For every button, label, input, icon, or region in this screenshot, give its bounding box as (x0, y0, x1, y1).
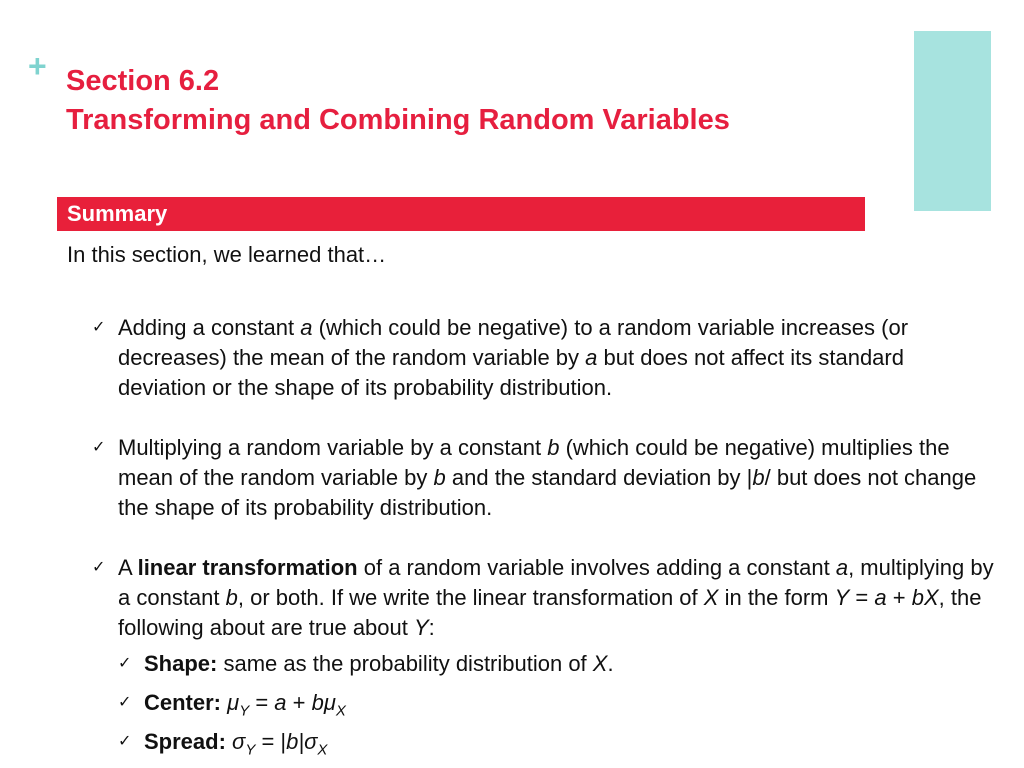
intro-text: In this section, we learned that… (67, 242, 387, 267)
slide-title (66, 62, 730, 140)
summary-label: Summary (67, 201, 168, 226)
sub-bullet-label: Spread: (144, 729, 226, 754)
text-segment: + (286, 690, 312, 715)
checkmark-icon: ✓ (118, 733, 132, 750)
checkmark-icon: ✓ (118, 694, 132, 711)
math-symbol: bμ (311, 690, 336, 715)
bullet-multiply-constant (92, 433, 997, 523)
math-variable: b (433, 465, 446, 490)
math-subscript: Y (239, 702, 250, 720)
math-subscript: X (335, 702, 346, 720)
text-segment: (which could be negative) multiplies the mean of the random variable by (118, 435, 950, 490)
text-segment: = (849, 585, 875, 610)
math-variable: b (225, 585, 238, 610)
math-variable: Y (413, 615, 429, 640)
math-variable: b (752, 465, 765, 490)
sub-bullet-label: Shape: (144, 651, 218, 676)
sub-bullet-center (118, 688, 997, 718)
math-subscript: X (317, 741, 328, 759)
bullet-text (118, 555, 994, 640)
text-segment: / but does not change the shape of its probability distribution. (118, 465, 977, 520)
title-line-topic: Transforming and Combining Random Variables (66, 104, 730, 136)
math-symbol: |σ (298, 729, 318, 754)
sub-bullet-label: Center: (144, 690, 222, 715)
math-subscript: Y (245, 741, 256, 759)
math-variable: X (592, 651, 608, 676)
text-segment: (which could be negative) to a random variable increases (or decreases) the mean of the random variable by (118, 315, 909, 370)
sub-bullet-shape (118, 649, 997, 679)
accent-block (914, 31, 991, 211)
bullet-list (92, 313, 997, 766)
text-segment: Multiplying a random variable by a constant (118, 435, 548, 460)
text-segment: , the following about are true about (118, 585, 982, 640)
math-variable: a (874, 585, 887, 610)
checkmark-icon: ✓ (92, 319, 106, 336)
text-segment: but does not affect its standard deviation or the shape of its probability distribution. (118, 345, 904, 400)
math-variable: bX (911, 585, 939, 610)
text-segment: in the form (718, 585, 835, 610)
text-segment: of a random variable involves adding a constant (357, 555, 836, 580)
text-segment: , multiplying by a constant (118, 555, 994, 610)
math-symbol: σ (232, 729, 246, 754)
math-variable: b (286, 729, 299, 754)
checkmark-icon: ✓ (92, 439, 106, 456)
plus-icon: + (28, 48, 47, 84)
checkmark-icon: ✓ (118, 655, 132, 672)
text-segment: A (118, 555, 138, 580)
bullet-text (118, 435, 976, 520)
sub-bullet-spread (118, 727, 997, 757)
text-segment: = | (255, 729, 287, 754)
bullet-linear-transformation (92, 553, 997, 757)
text-segment: : (428, 615, 435, 640)
summary-bar (57, 197, 865, 231)
math-symbol: μ (227, 690, 240, 715)
sub-bullet-list (118, 649, 997, 757)
math-variable: b (547, 435, 560, 460)
math-variable: a (274, 690, 287, 715)
checkmark-icon: ✓ (92, 559, 106, 576)
math-variable: a (835, 555, 849, 580)
text-segment: same as the probability distribution of (217, 651, 593, 676)
text-segment: . (607, 651, 614, 676)
title-line-section: Section 6.2 (66, 65, 220, 97)
text-segment: and the standard deviation by | (445, 465, 753, 490)
text-segment: + (886, 585, 912, 610)
bullet-add-constant (92, 313, 997, 403)
text-segment: = (249, 690, 275, 715)
math-variable: Y (834, 585, 850, 610)
bold-term: linear transformation (137, 555, 358, 580)
text-segment: Adding a constant (118, 315, 301, 340)
text-segment: , or both. If we write the linear transformation of (237, 585, 704, 610)
math-variable: X (703, 585, 719, 610)
math-variable: a (300, 315, 313, 340)
bullet-text (118, 315, 908, 400)
math-variable: a (585, 345, 598, 370)
